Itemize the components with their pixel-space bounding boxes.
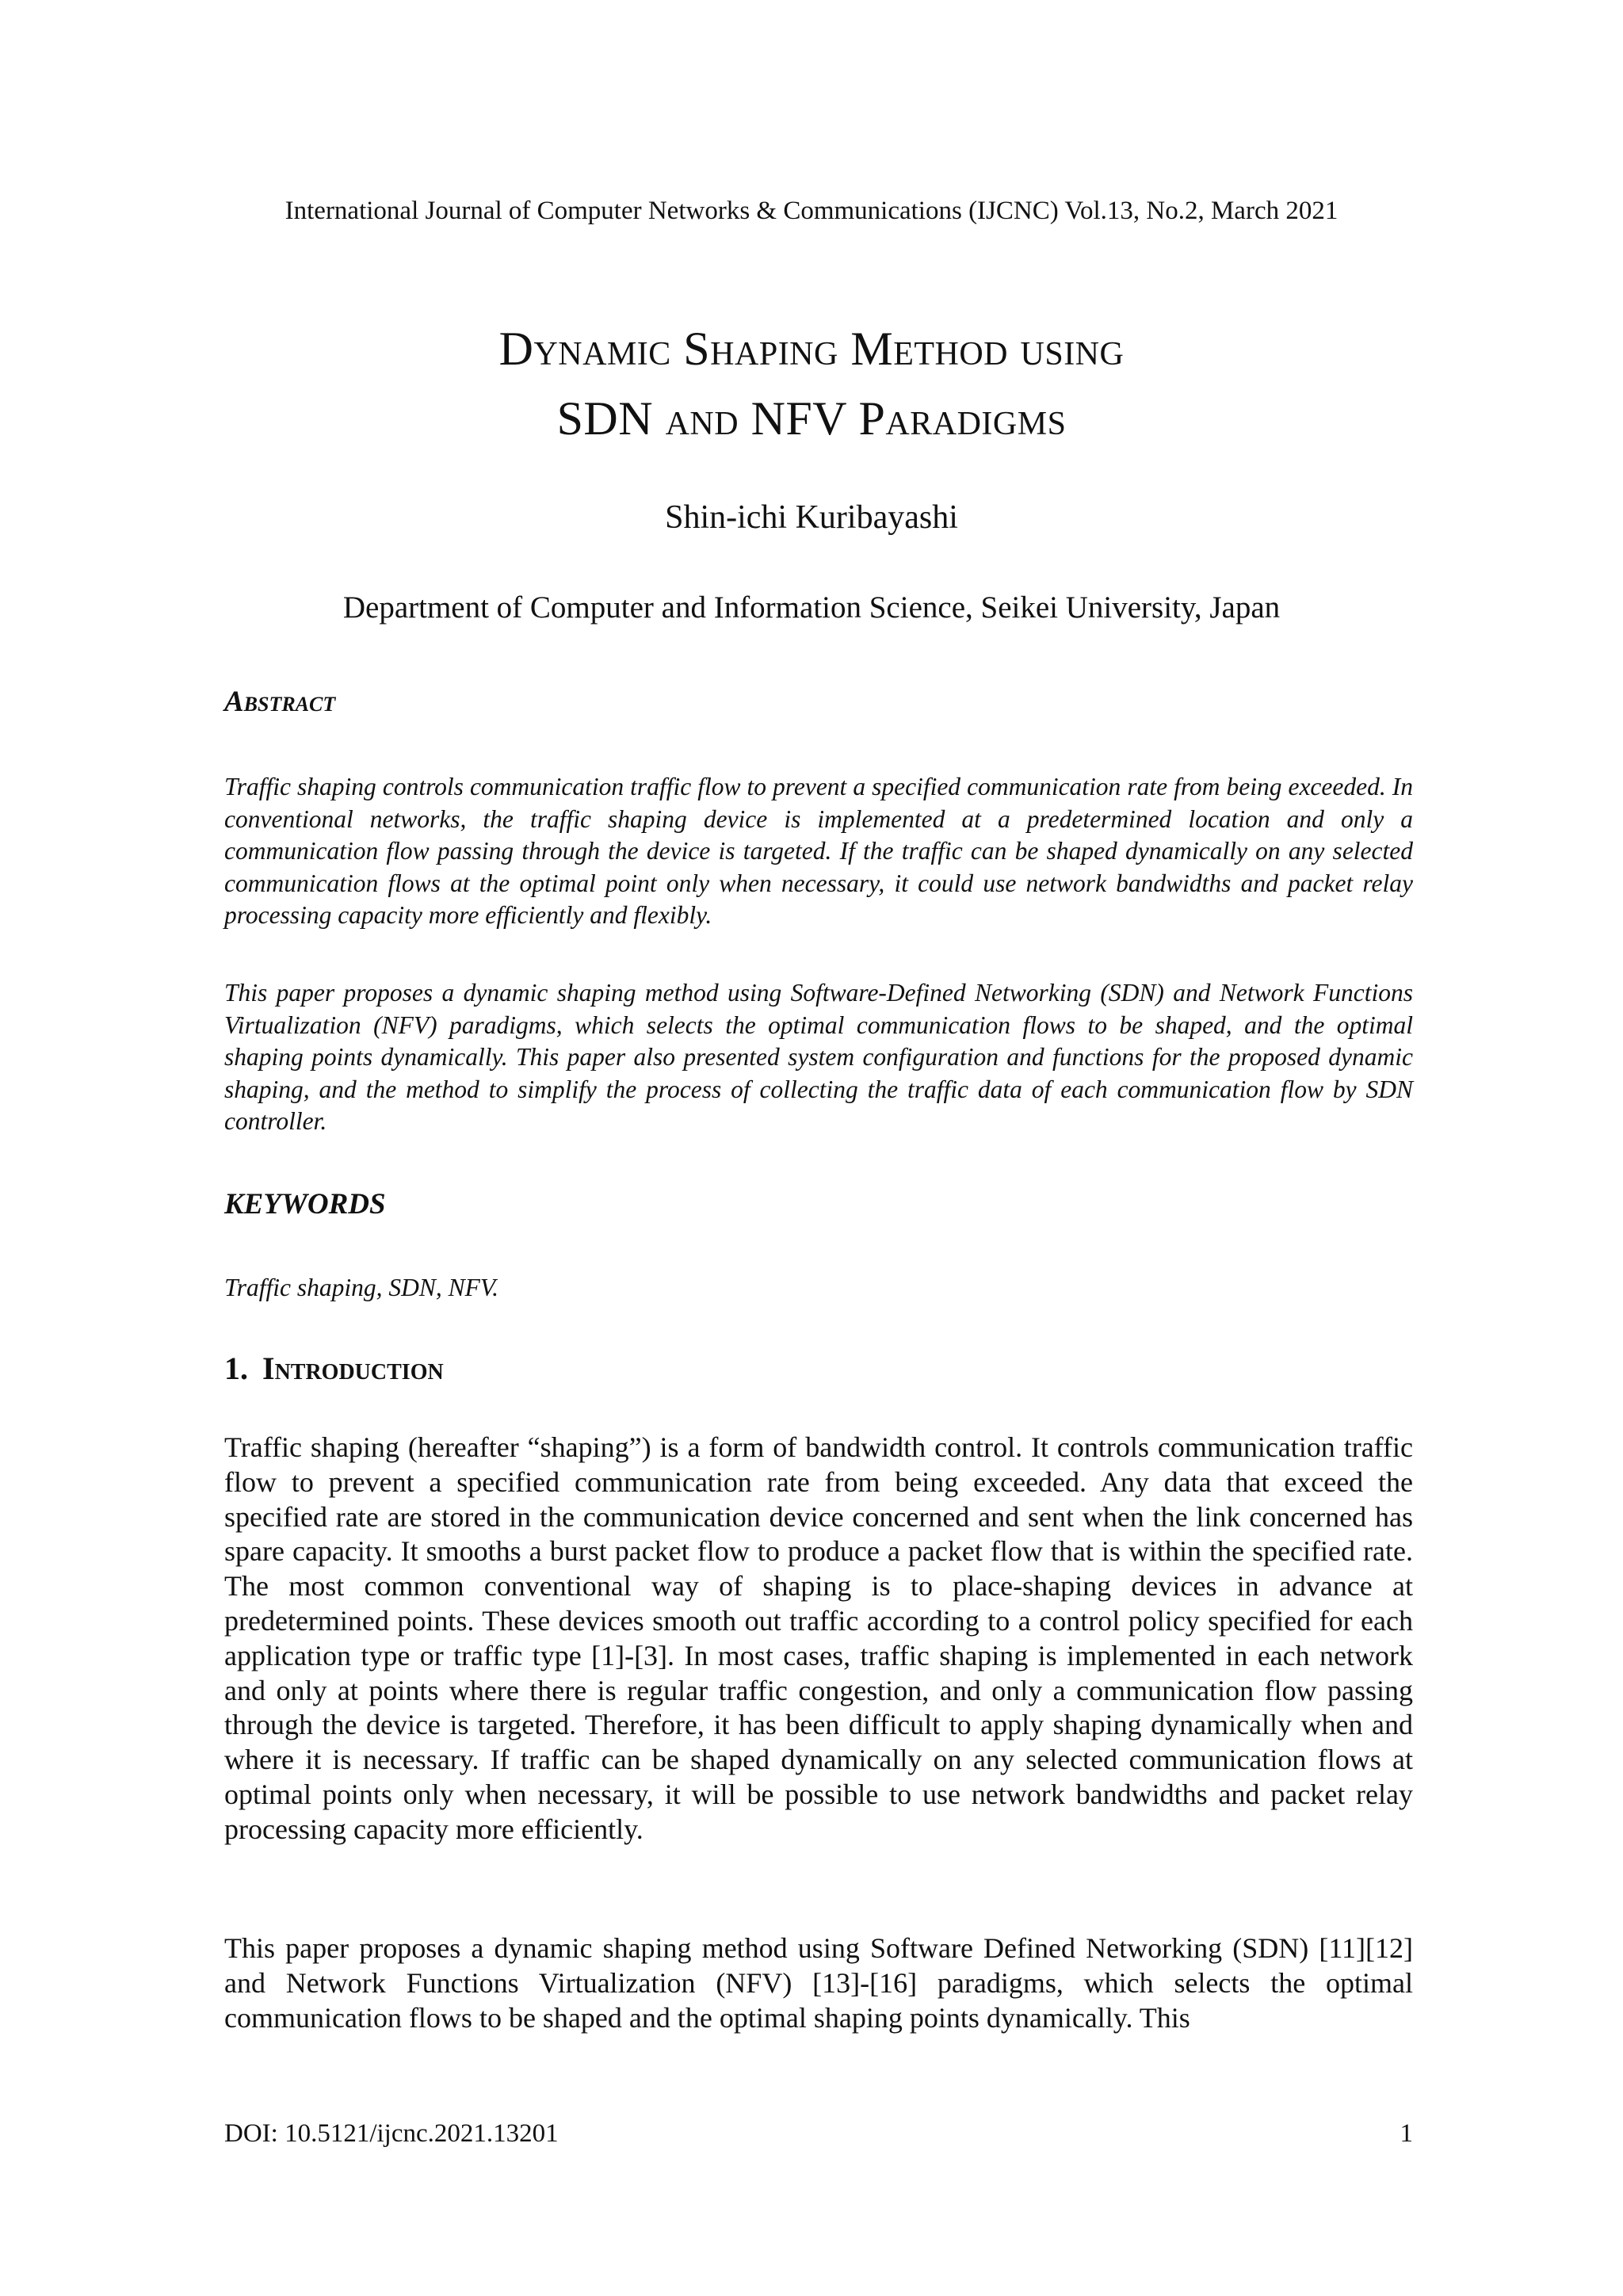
abstract-paragraph-1: Traffic shaping controls communication traffic flow to prevent a specified communication rate from being exceeded. In conventional networks, the traffic shaping device is implemented at a predetermined location and only a communication flow passing through the device is targeted. If the traffic can be shaped dynamically on any selected communication flows at the optimal point only when necessary, it could use network bandwidths and packet relay processing capacity more efficiently and flexibly. <box>224 773 1413 929</box>
paper-title-line-1: Dynamic Shaping Method using <box>498 323 1125 375</box>
page-number: 1 <box>1400 2119 1413 2148</box>
author-name: Shin-ichi Kuribayashi <box>665 499 958 536</box>
author-affiliation: Department of Computer and Information Science, Seikei University, Japan <box>342 590 1281 625</box>
keywords-heading: KEYWORDS <box>224 1188 386 1221</box>
section-title: Introduction <box>262 1350 444 1386</box>
doi-text: DOI: 10.5121/ijcnc.2021.13201 <box>224 2119 559 2148</box>
running-header: International Journal of Computer Networks & Communications (IJCNC) Vol.13, No.2, March 2021 <box>285 197 1338 225</box>
abstract-heading: Abstract <box>224 686 336 718</box>
section-number: 1. <box>224 1350 248 1386</box>
introduction-paragraph-2: This paper proposes a dynamic shaping method using Software Defined Networking (SDN) [11][12] and Network Functions Virtualization (NFV) [13]-[16] paradigms, which selects the optimal communication flows to be shaped and the optimal shaping points dynamically. This <box>224 1932 1413 2034</box>
paper-title-line-2: SDN and NFV Paradigms <box>556 392 1067 445</box>
introduction-paragraph-1: Traffic shaping (hereafter “shaping”) is a form of bandwidth control. It controls communication traffic flow to prevent a specified communication rate from being exceeded. Any data that exceed the specified rate are stored in the communication device concerned and sent when the link concerned has spare capacity. It smooths a burst packet flow to produce a packet flow that is within the specified rate. The most common conventional way of shaping is to place-shaping devices in advance at predetermined points. These devices smooth out traffic according to a control policy specified for each application type or traffic type [1]-[3]. In most cases, traffic shaping is implemented in each network and only at points where there is regular traffic congestion, and only a communication flow passing through the device is targeted. Therefore, it has been difficult to apply shaping dynamically when and where it is necessary. If traffic can be shaped dynamically on any selected communication flows at optimal points only when necessary, it will be possible to use network bandwidths and packet relay processing capacity more efficiently. <box>224 1431 1413 1845</box>
abstract-paragraph-2: This paper proposes a dynamic shaping method using Software-Defined Networking (SDN) and Network Functions Virtualization (NFV) paradigms, which selects the optimal communication flows to be shaped, and the optimal shaping points dynamically. This paper also presented system configuration and functions for the proposed dynamic shaping, and the method to simplify the process of collecting the traffic data of each communication flow by SDN controller. <box>224 979 1413 1135</box>
keywords-text: Traffic shaping, SDN, NFV. <box>224 1274 498 1301</box>
introduction-heading <box>224 1350 444 1388</box>
